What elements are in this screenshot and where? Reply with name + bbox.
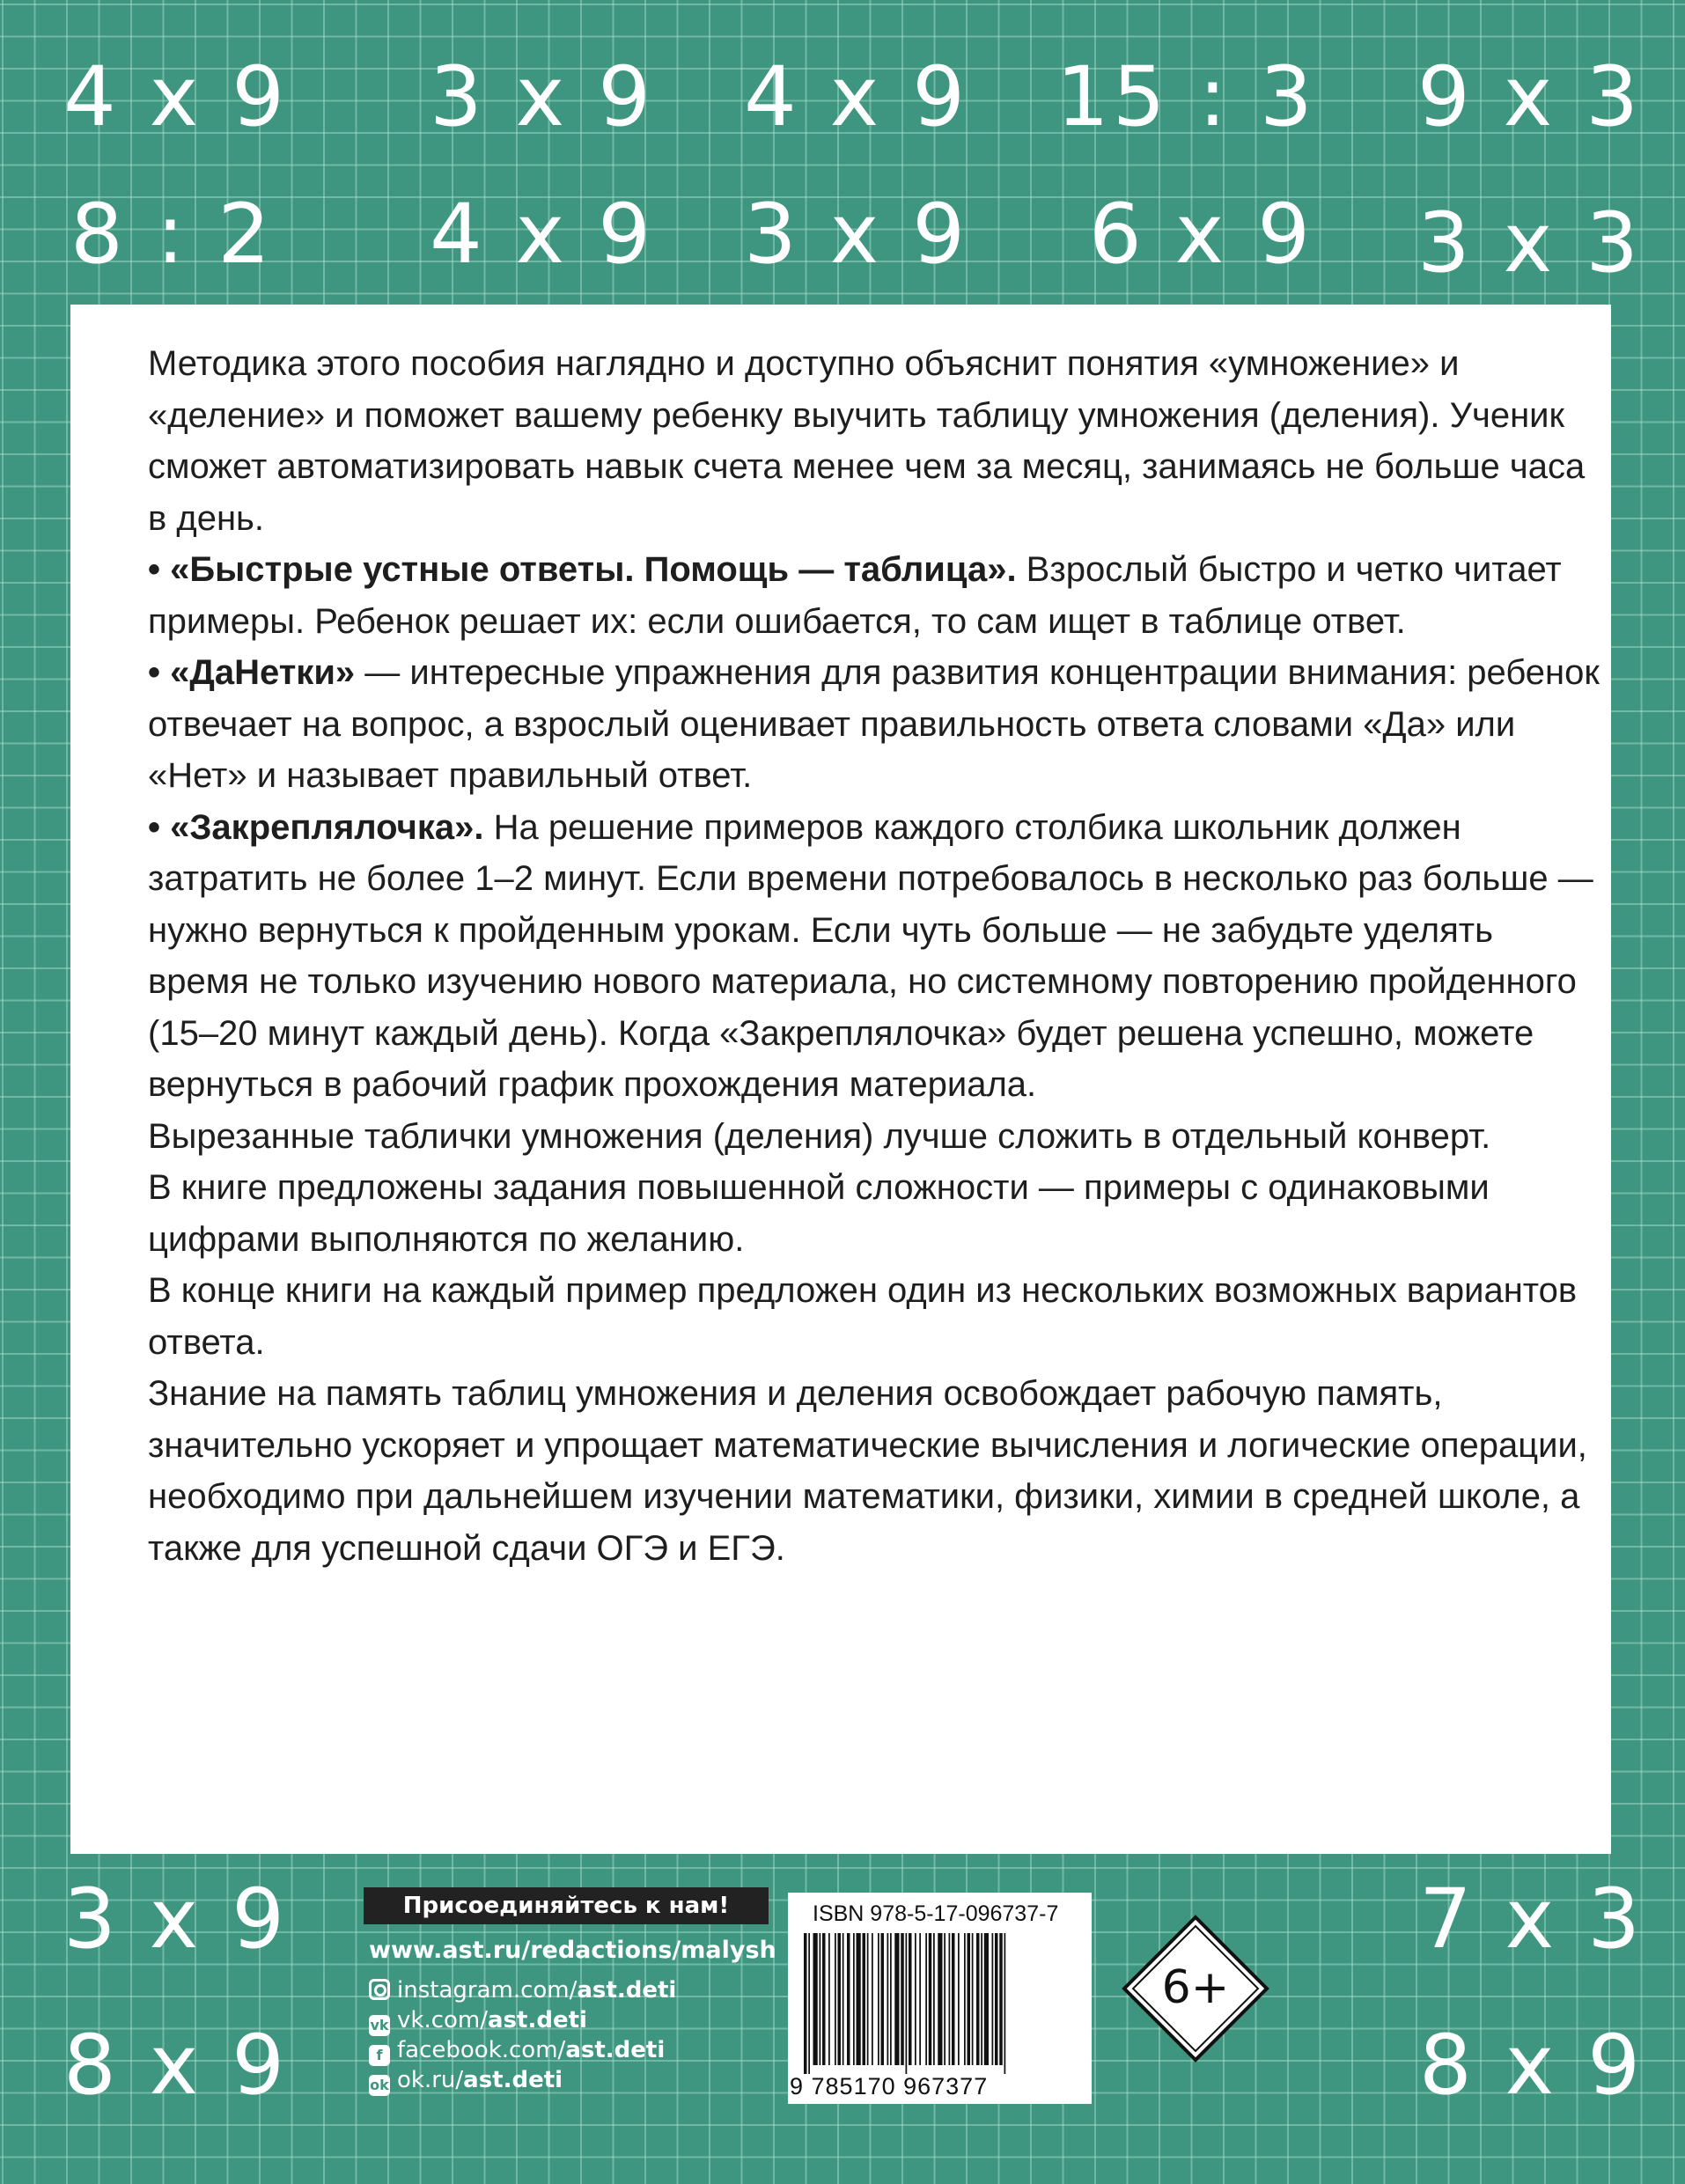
exercise: 4 x 9: [63, 49, 288, 145]
barcode-bar: [981, 1933, 982, 2065]
social-prefix: instagram.com/: [397, 1977, 578, 2004]
barcode-bar: [838, 1933, 842, 2065]
item-title: • «ДаНетки»: [148, 653, 356, 692]
barcode-bar: [992, 1933, 994, 2065]
item-text: На решение примеров каждого столбика школьник должен затратить не более 1–2 минут. Если времени потребовалось в несколько раз больше — нужно вернуться к пройденным урокам. Если чуть больше — не забудьте уделять время не только изучению нового материала, но системному повторению пройденного (15–20 минут каждый день). Когда «Закреплялочка» будет решена успешно, можете вернуться в рабочий график прохождения материала.: [148, 807, 1593, 1104]
exercise: 15 : 3: [1056, 49, 1316, 145]
exercise: 8 : 2: [70, 187, 275, 283]
social-prefix: vk.com/: [397, 2007, 488, 2033]
method-item-danetki: [148, 647, 1600, 802]
exercise: 4 x 9: [430, 187, 654, 283]
barcode-bar: [968, 1933, 971, 2065]
barcode-bar: [808, 1933, 810, 2074]
isbn-label: ISBN 978-5-17-096737-7: [813, 1901, 1059, 1926]
item-text: Взрослый быстро и четко читает примеры. Ребенок решает их: если ошибается, то сам ищет в таблице ответ.: [148, 550, 1562, 641]
join-banner: Присоединяйтесь к нам!: [364, 1887, 769, 1924]
ean-digits: 9 785170 967377: [790, 2073, 989, 2099]
social-prefix: ok.ru/: [397, 2067, 464, 2093]
barcode-bar: [984, 1933, 989, 2065]
barcode-bar: [813, 1933, 818, 2065]
item-title: • «Быстрые устные ответы. Помощь — таблица».: [148, 550, 1017, 589]
barcode-bar: [857, 1933, 861, 2065]
barcode-bar: [835, 1933, 836, 2065]
cutout-paragraph: Вырезанные таблички умножения (деления) лучше сложить в отдельный конверт.: [148, 1116, 1491, 1156]
social-link-facebook[interactable]: [369, 2037, 665, 2066]
barcode-bar: [804, 1933, 807, 2074]
age-rating-text: 6+: [1161, 1961, 1230, 2014]
social-prefix: facebook.com/: [397, 2037, 566, 2063]
social-link-vk[interactable]: [369, 2007, 587, 2036]
barcode-bar: [878, 1933, 879, 2065]
vk-icon: vk: [369, 2015, 390, 2036]
barcode-bar: [853, 1933, 855, 2065]
barcode-bar: [958, 1933, 960, 2065]
barcode-bar: [929, 1933, 932, 2065]
benefit-paragraph: Знание на память таблиц умножения и деления освобождает рабочую память, значительно ускоряет и упрощает математические вычисления и логические операции, необходимо при дальнейшем изучении математики, физики, химии в средней школе, а также для успешной сдачи ОГЭ и ЕГЭ.: [148, 1374, 1587, 1568]
barcode-bar: [820, 1933, 821, 2065]
barcode-bar: [999, 1933, 1003, 2065]
social-link-odnoklassniki[interactable]: [369, 2067, 563, 2096]
exercise: 3 x 3: [1417, 195, 1642, 291]
social-handle: ast.deti: [565, 2037, 666, 2063]
answers-paragraph: В конце книги на каждый пример предложен один из нескольких возможных вариантов ответа.: [148, 1271, 1578, 1362]
exercise: 8 x 9: [63, 2018, 288, 2114]
social-link-instagram[interactable]: [369, 1977, 676, 2004]
barcode-bar: [901, 1933, 904, 2065]
barcode-bar: [887, 1933, 889, 2065]
item-title: • «Закреплялочка».: [148, 807, 484, 847]
barcode-bar: [944, 1933, 946, 2065]
barcode-bar: [952, 1933, 955, 2065]
barcode-bar: [890, 1933, 892, 2065]
barcode-bar: [938, 1933, 942, 2065]
exercise: 8 x 9: [1419, 2018, 1644, 2114]
barcode-bars: [804, 1933, 1077, 2074]
social-handle: ast.deti: [463, 2067, 563, 2093]
exercise: 9 x 3: [1417, 49, 1642, 145]
barcode-bar: [919, 1933, 921, 2065]
barcode-bar: [906, 1933, 908, 2074]
description-text: [148, 338, 1600, 1574]
barcode-bar: [972, 1933, 974, 2065]
age-rating-badge: [1121, 1914, 1270, 2063]
advanced-paragraph: В книге предложены задания повышенной сложности — примеры с одинаковыми цифрами выполняются по желанию.: [148, 1168, 1490, 1259]
barcode-bar: [842, 1933, 844, 2065]
method-item-zakreplyalochka: [148, 802, 1600, 1111]
exercise: 3 x 9: [744, 187, 968, 283]
barcode-bar: [909, 1933, 912, 2065]
exercise: 3 x 9: [63, 1871, 288, 1967]
barcode-bar: [949, 1933, 951, 2065]
barcode-bar: [828, 1933, 830, 2065]
site-link[interactable]: www.ast.ru/redactions/malysh: [369, 1937, 776, 1964]
barcode-bar: [976, 1933, 980, 2065]
barcode-bar: [847, 1933, 850, 2065]
barcode-bar: [822, 1933, 826, 2065]
exercise: 6 x 9: [1089, 187, 1313, 283]
barcode-bar: [872, 1933, 873, 2065]
exercise: 7 x 3: [1419, 1871, 1644, 1967]
barcode-bar: [964, 1933, 966, 2065]
barcode-bar: [915, 1933, 916, 2065]
description-panel: [70, 305, 1611, 1854]
barcode-bar: [894, 1933, 899, 2065]
barcode-bar: [867, 1933, 869, 2065]
barcode-bar: [933, 1933, 935, 2065]
social-handle: ast.deti: [488, 2007, 587, 2033]
odnoklassniki-icon: ok: [369, 2075, 390, 2096]
facebook-icon: f: [369, 2045, 390, 2066]
instagram-icon: [369, 1979, 390, 2000]
barcode-bar: [881, 1933, 885, 2065]
isbn-barcode: [788, 1893, 1092, 2104]
exercise: 4 x 9: [744, 49, 968, 145]
barcode-bar: [1004, 1933, 1006, 2074]
barcode-bar: [863, 1933, 866, 2065]
publisher-links: [364, 1887, 777, 2123]
item-text: — интересные упражнения для развития концентрации внимания: ребенок отвечает на вопрос, а взрослый оценивает правильность ответа словами «Да» или «Нет» и называет правильный ответ.: [148, 653, 1600, 795]
barcode-bar: [925, 1933, 927, 2065]
barcode-bar: [995, 1933, 998, 2065]
social-handle: ast.deti: [577, 1977, 677, 2004]
intro-paragraph: Методика этого пособия наглядно и доступно объяснит понятия «умножение» и «деление» и поможет вашему ребенку выучить таблицу умножения (деления). Ученик сможет автоматизировать навык счета менее чем за месяц, занимаясь не больше часа в день.: [148, 344, 1586, 538]
exercise: 3 x 9: [430, 49, 654, 145]
method-item-quick-answers: [148, 544, 1600, 647]
